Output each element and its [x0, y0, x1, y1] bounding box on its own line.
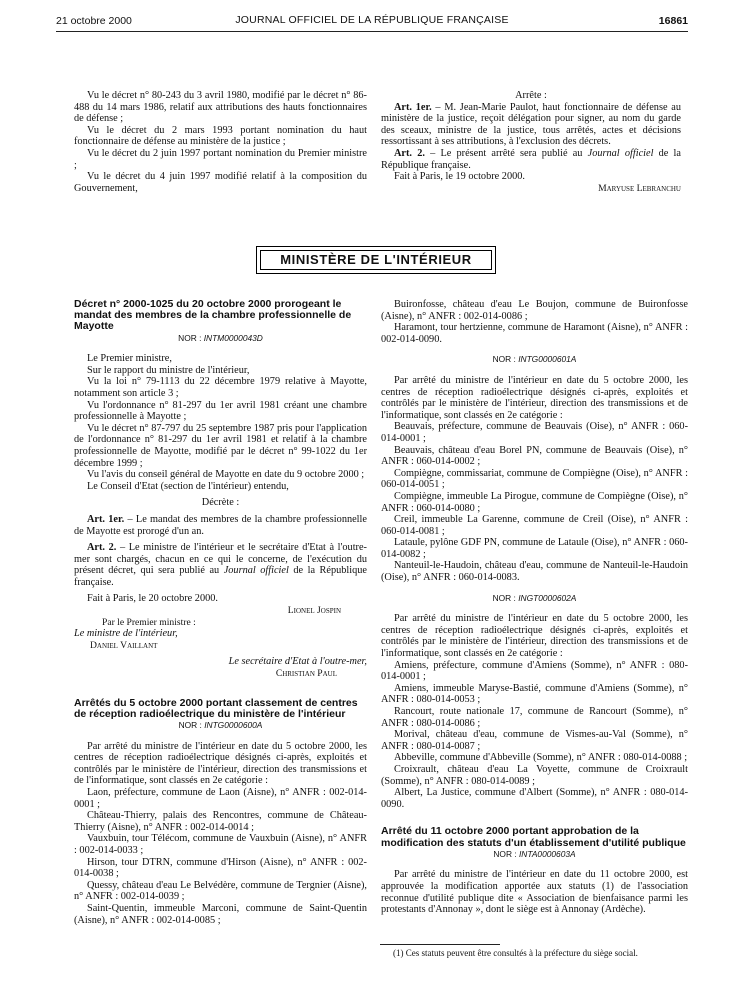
nor-code: INTG0000601A [518, 354, 577, 365]
decret-line: Vu le décret n° 87-797 du 25 septembre 1987 pris pour l'application de l'ordonnance n° 81-297 du 1er avril 1981 et relatif à la chambre professionnelle de Mayotte, modifié par le décret n° 99-1022 du 1er décembre 1999 ; [74, 422, 367, 469]
top-left-column [74, 90, 367, 194]
ministry-heading-box [256, 246, 496, 274]
header-rule [56, 31, 688, 32]
visa-paragraph: Vu le décret n° 80-243 du 3 avril 1980, modifié par le décret n° 86-488 du 14 mars 1986, relatif aux attributions des hauts fonctionnaires de défense ; [74, 90, 367, 125]
decret-line: Sur le rapport du ministre de l'intérieur, [87, 364, 250, 376]
list-item: Laon, préfecture, commune de Laon (Aisne), n° ANFR : 002-014-0001 ; [74, 787, 367, 810]
page-header [56, 12, 688, 30]
header-date: 21 octobre 2000 [56, 15, 132, 27]
article-label: Art. 2. [87, 542, 117, 554]
signature: Maryuse Lebranchu [598, 182, 681, 194]
header-page-number: 16861 [658, 15, 688, 27]
list-item: Compiègne, immeuble La Pirogue, commune de Compiègne (Oise), n° ANFR : 060-014-0080 ; [381, 490, 688, 514]
list-item: Rancourt, route nationale 17, commune de Rancourt (Somme), n° ANFR : 080-014-0086 ; [381, 706, 688, 729]
footnote-rule [380, 944, 500, 945]
nor-label: NOR : [178, 720, 205, 731]
signature-premier-ministre: Lionel Jospin [287, 605, 341, 617]
list-item: Albert, La Justice, commune d'Albert (Somme), n° ANFR : 080-014-0090. [381, 787, 688, 810]
nor-reference [381, 354, 688, 366]
list-item: Amiens, immeuble Maryse-Bastié, commune d'Amiens (Somme), n° ANFR : 080-014-0053 ; [381, 682, 688, 706]
visa-paragraph: Vu le décret du 4 juin 1997 modifié relatif à la composition du Gouvernement, [74, 171, 367, 194]
nor-reference [74, 333, 367, 345]
nor-reference [74, 720, 367, 732]
list-item: Lataule, pylône GDF PN, commune de Lataule (Oise), n° ANFR : 060-014-0082 ; [381, 537, 688, 560]
right-column [381, 299, 688, 916]
decret-line: Vu la loi n° 79-1113 du 22 décembre 1979 relative à Mayotte, notamment son article 3 ; [74, 376, 367, 399]
journal-officiel-italic: Journal officiel [223, 565, 289, 577]
list-item: Vauxbuin, tour Télécom, commune de Vauxbuin (Aisne), n° ANFR : 002-014-0033 ; [74, 833, 367, 856]
list-item: Amiens, préfecture, commune d'Amiens (Somme), n° ANFR : 080-014-0001 ; [381, 659, 688, 683]
ministre-title: Le ministre de l'intérieur, [74, 628, 178, 640]
arretes-title: Arrêtés du 5 octobre 2000 portant classement de centres de réception radioélectrique du ministère de l'intérieur [74, 696, 358, 720]
decret-line: Le Conseil d'Etat (section de l'intérieur) entendu, [87, 480, 289, 492]
list-item: Haramont, tour hertzienne, commune de Haramont (Aisne), n° ANFR : 002-014-0090. [381, 322, 688, 345]
list-item: Beauvais, château d'eau Borel PN, commune de Beauvais (Oise), n° ANFR : 060-014-0002 ; [381, 444, 688, 468]
nor-reference [381, 849, 688, 861]
top-right-column [381, 90, 681, 194]
journal-officiel-italic: Journal officiel [587, 147, 654, 159]
list-item: Château-Thierry, palais des Rencontres, commune de Château-Thierry (Aisne), n° ANFR : 002-014-0014 ; [74, 810, 367, 833]
arrete-heading: Arrête : [515, 90, 547, 101]
nor-code: INGT0000602A [518, 592, 577, 603]
list-item: Morival, château d'eau, commune de Vismes-au-Val (Somme), n° ANFR : 080-014-0087 ; [381, 729, 688, 752]
arrete-intro: Par arrêté du ministre de l'intérieur en date du 5 octobre 2000, les centres de réception radioélectrique désignés ci-après, exploités et contrôlés par le ministère de l'intérieur, direction des transmissions et de l'informatique, sont classés en 2e catégorie : [381, 374, 688, 421]
decret-article-2 [74, 542, 367, 588]
list-item: Creil, immeuble La Garenne, commune de Creil (Oise), n° ANFR : 060-014-0081 ; [381, 514, 688, 537]
article-1 [381, 102, 681, 148]
list-item: Beauvais, préfecture, commune de Beauvais (Oise), n° ANFR : 060-014-0001 ; [381, 421, 688, 444]
article-label: Art. 1er. [87, 513, 125, 525]
article-text: – Le ministre de l'intérieur et le secrétaire d'Etat à l'outre-mer sont chargés, chacun en ce qui le concerne, de l'exécution du présent décret, qui sera publié au [74, 542, 367, 577]
decret-article-1 [74, 514, 367, 537]
article-text: de la République française. [381, 147, 681, 171]
decret-line: Le Premier ministre, [87, 353, 172, 365]
footnote: (1) Ces statuts peuvent être consultés à la préfecture du siège social. [393, 948, 638, 958]
list-item: Abbeville, commune d'Abbeville (Somme), n° ANFR : 080-014-0088 ; [394, 752, 688, 764]
nor-label: NOR : [493, 848, 519, 859]
decrete-heading: Décrète : [201, 497, 240, 509]
secretaire-title: Le secrétaire d'Etat à l'outre-mer, [228, 656, 367, 668]
arrete-approbation-title: Arrêté du 11 octobre 2000 portant approbation de la modification des statuts d'un établissement d'utilité publique [381, 825, 686, 849]
arrete-intro: Par arrêté du ministre de l'intérieur en date du 5 octobre 2000, les centres de réception radioélectrique désignés ci-après, exploités et contrôlés par le ministère de l'intérieur, direction des transmissions et de l'informatique, sont classés en 2e catégorie : [381, 613, 688, 660]
list-item: Buironfosse, château d'eau Le Boujon, commune de Buironfosse (Aisne), n° ANFR : 002-014-0086 ; [381, 299, 688, 322]
nor-label: NOR : [492, 592, 519, 603]
article-label: Art. 1er. [394, 101, 432, 113]
list-item: Saint-Quentin, immeuble Marconi, commune de Saint-Quentin (Aisne), n° ANFR : 002-014-0085 ; [74, 902, 367, 926]
nor-label: NOR : [492, 354, 519, 365]
article-2 [381, 148, 681, 171]
article-text: – M. Jean-Marie Paulot, haut fonctionnaire de défense au ministère de la justice, reçoit délégation pour signer, au nom du garde des sceaux, ministre de la justice, tous arrêtés, actes et décisions ressortissant à ses attributions, à l'exclusion des décrets. [381, 101, 681, 148]
list-item: Hirson, tour DTRN, commune d'Hirson (Aisne), n° ANFR : 002-014-0038 ; [74, 856, 367, 880]
visa-paragraph: Vu le décret du 2 mars 1993 portant nomination du haut fonctionnaire de défense au ministère de la justice ; [74, 124, 367, 148]
nor-code: INTA0000603A [518, 848, 576, 859]
ministre-name: Daniel Vaillant [90, 639, 158, 651]
visa-paragraph: Vu le décret du 2 juin 1997 portant nomination du Premier ministre ; [74, 147, 367, 171]
nor-code: INTG0000600A [204, 720, 263, 731]
list-item: Compiègne, commissariat, commune de Compiègne (Oise), n° ANFR : 060-014-0051 ; [381, 467, 688, 491]
list-item: Quessy, château d'eau Le Belvédère, commune de Tergnier (Aisne), n° ANFR : 002-014-0039 ; [74, 879, 367, 903]
article-text: – Le mandat des membres de la chambre professionnelle de Mayotte est prorogé d'un an. [74, 513, 367, 537]
par-le-premier-ministre: Par le Premier ministre : [102, 616, 196, 628]
secretaire-name: Christian Paul [275, 668, 337, 680]
ministry-heading: MINISTÈRE DE L'INTÉRIEUR [260, 250, 492, 270]
list-item: Nanteuil-le-Haudoin, château d'eau, commune de Nanteuil-le-Haudoin (Oise), n° ANFR : 060-014-0083. [381, 560, 688, 584]
article-text: – Le présent arrêté sera publié au [424, 147, 588, 159]
decret-line: Vu l'ordonnance n° 81-297 du 1er avril 1981 créant une chambre professionnelle à Mayotte ; [74, 399, 367, 423]
nor-label: NOR : [178, 332, 204, 343]
article-label: Art. 2. [394, 147, 425, 159]
arrete-intro: Par arrêté du ministre de l'intérieur en date du 5 octobre 2000, les centres de réception radioélectrique désignés ci-après, exploités et contrôlés par le ministère de l'intérieur, direction des transmissions et de l'informatique, sont classés en 2e catégorie : [74, 740, 367, 787]
nor-code: INTM0000043D [203, 332, 263, 343]
list-item: Croixrault, château d'eau La Voyette, commune de Croixrault (Somme), n° ANFR : 080-014-0089 ; [381, 763, 688, 787]
decret-title: Décret n° 2000-1025 du 20 octobre 2000 prorogeant le mandat des membres de la chambre professionnelle de Mayotte [74, 298, 352, 333]
decret-line: Vu l'avis du conseil général de Mayotte en date du 9 octobre 2000 ; [87, 469, 365, 481]
left-column [74, 299, 367, 926]
arrete-body: Par arrêté du ministre de l'intérieur en date du 11 octobre 2000, est approuvée la modification apportée aux statuts (1) de l'association reconnue d'utilité publique dite « Association de bienfaisance parmi les protestants d'Annonay », dont le siège est à Annonay (Ardèche). [381, 869, 688, 916]
fait-a-paris: Fait à Paris, le 19 octobre 2000. [394, 171, 525, 183]
nor-reference [381, 593, 688, 605]
fait-a-paris: Fait à Paris, le 20 octobre 2000. [87, 593, 218, 605]
header-journal-title: JOURNAL OFFICIEL DE LA RÉPUBLIQUE FRANÇAISE [235, 14, 509, 26]
article-text: de la République française. [74, 565, 367, 588]
